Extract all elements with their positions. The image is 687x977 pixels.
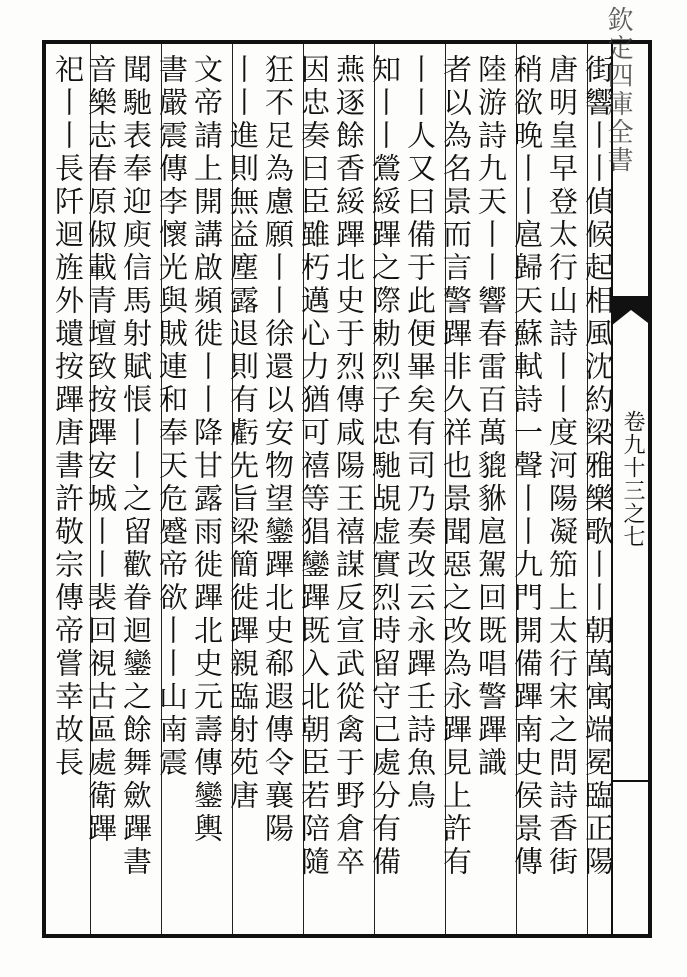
text-column: 聞馳表奉迎庾信馬射賦悵丨丨之留歡眷迴鑾之餘舞歛蹕書 xyxy=(119,54,153,879)
juan-number: 卷九十三之七 xyxy=(620,410,645,548)
text-column: 文帝請上開講啟頻徙丨丨降甘露雨徙蹕北史元壽傳鑾輿 xyxy=(190,54,224,846)
text-column: 音樂志春原俶載青壇致按蹕安城丨丨裴回視古區處衛蹕 xyxy=(84,54,118,846)
text-body xyxy=(46,44,615,934)
text-column: 書嚴震傳李懷光與賊連和奉天危蹙帝欲丨丨山南震 xyxy=(155,54,189,780)
text-column: 祀丨丨長阡迴旌外壝按蹕唐書許敬宗傳帝嘗幸故長 xyxy=(51,54,85,780)
text-column: 唐明皇早登太行山詩丨丨度河陽凝笳上太行宋之問詩香街 xyxy=(545,54,579,879)
text-column: 街響丨丨偵候起相風沈約梁雅樂歌丨丨朝萬寓端冕臨正陽 xyxy=(581,54,615,879)
text-column: 丨丨進則無益塵露退則有虧先旨梁簡徙蹕親臨射苑唐 xyxy=(226,54,260,813)
text-column: 丨丨人又曰備于此便畢矣有司乃奏改云永蹕壬詩魚鳥 xyxy=(403,54,437,813)
book-title: 欽定四庫全書 xyxy=(603,6,633,174)
text-column: 因忠奏曰臣雖朽邁心力猶可禧等猖鑾蹕既入北朝臣若陪隨 xyxy=(297,54,331,879)
text-column: 狂不足為慮願丨丨徐還以安物望鑾蹕北史郗遐傳令襄陽 xyxy=(261,54,295,846)
text-column: 稍欲晚丨丨扈歸天蘇軾詩一聲丨丨九門開備蹕南史侯景傳 xyxy=(510,54,544,879)
text-column: 知丨丨鶯綏蹕之際勅烈子忠馳覘虚實烈時留守己處分有備 xyxy=(368,54,402,879)
text-column: 者以為名景而言警蹕非久祥也景聞惡之改為永蹕見上許有 xyxy=(439,54,473,879)
text-column: 燕逐餘香綏蹕北史于烈傳咸陽王禧謀反宣武從禽于野倉卒 xyxy=(332,54,366,879)
text-column: 陸游詩九天丨丨響春雷百萬貔貅扈駕回既唱警蹕識 xyxy=(474,54,508,780)
